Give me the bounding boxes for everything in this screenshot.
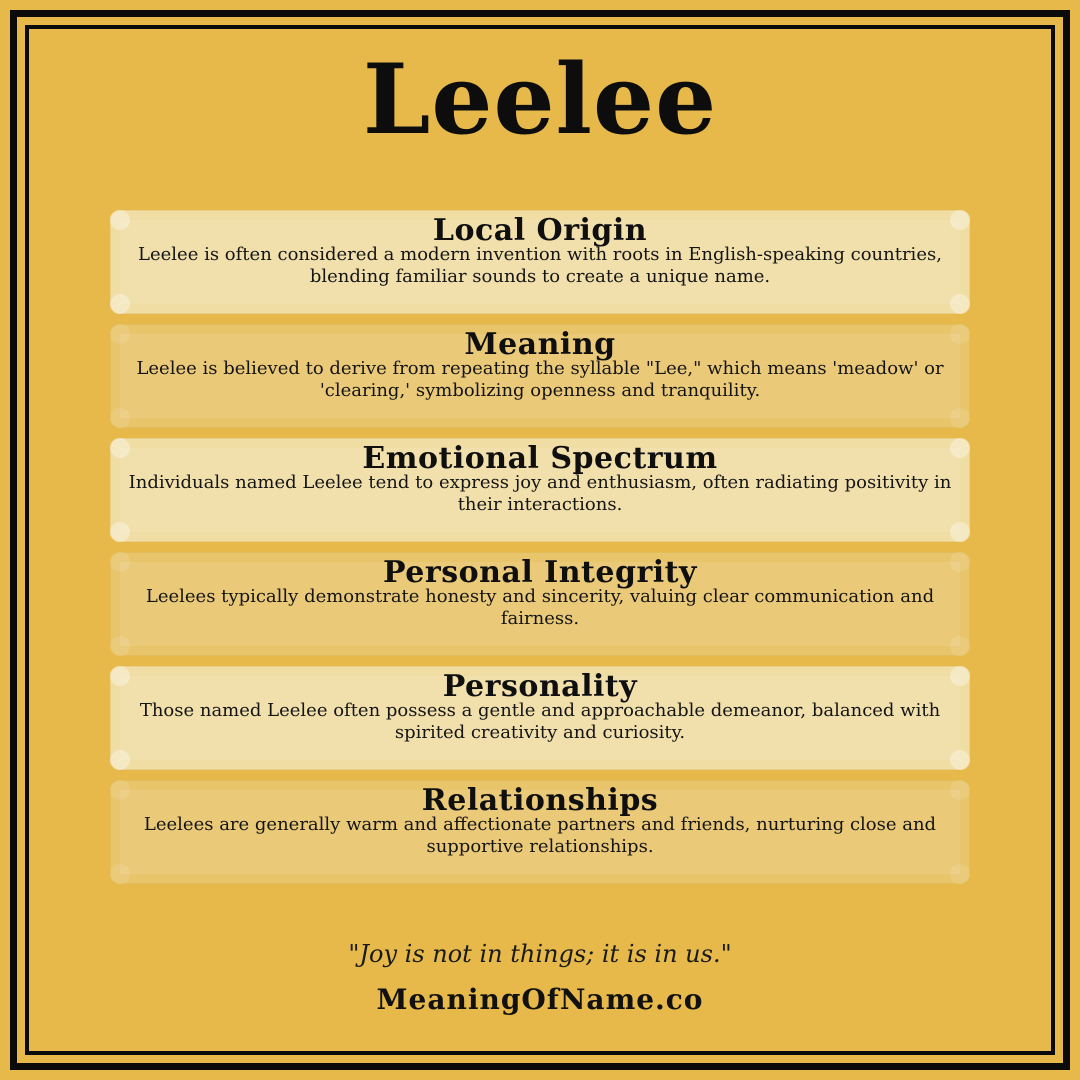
section-text: Individuals named Leelee tend to express joy and enthusiasm, often radiating positivity in their interactions. (128, 472, 952, 515)
corner-dot (110, 636, 130, 656)
corner-dot (110, 750, 130, 770)
section-text: Those named Leelee often possess a gentle and approachable demeanor, balanced with spirited creativity and curiosity. (139, 700, 941, 743)
corner-dot (950, 522, 970, 542)
corner-dot (950, 750, 970, 770)
corner-dot (950, 294, 970, 314)
corner-dot (110, 864, 130, 884)
section-heading: Relationships (421, 783, 659, 818)
section-card-relationships (110, 780, 970, 884)
section-card-meaning (110, 324, 970, 428)
section-heading: Emotional Spectrum (362, 441, 718, 476)
section-card-emotional-spectrum (110, 438, 970, 542)
site-name: MeaningOfName.co (376, 983, 704, 1016)
corner-dot (950, 408, 970, 428)
corner-dot (950, 864, 970, 884)
corner-dot (950, 636, 970, 656)
quote: "Joy is not in things; it is in us." (348, 940, 732, 968)
section-heading: Personal Integrity (383, 555, 697, 590)
section-card-personality (110, 666, 970, 770)
section-heading: Meaning (464, 327, 616, 362)
corner-dot (110, 408, 130, 428)
section-text: Leelees are generally warm and affectionate partners and friends, nurturing close and supportive relationships. (143, 814, 937, 857)
corner-dot (110, 522, 130, 542)
name-title: Leelee (362, 43, 718, 156)
section-heading: Local Origin (432, 213, 648, 248)
section-text: Leelee is often considered a modern invention with roots in English-speaking countries, blending familiar sounds to create a unique name. (138, 244, 942, 287)
section-card-personal-integrity (110, 552, 970, 656)
section-heading: Personality (442, 669, 638, 704)
section-card-local-origin (110, 210, 970, 314)
section-text: Leelees typically demonstrate honesty and sincerity, valuing clear communication and fairness. (145, 586, 935, 629)
corner-dot (110, 294, 130, 314)
section-text: Leelee is believed to derive from repeating the syllable "Lee," which means 'meadow' or 'clearing,' symbolizing openness and tranquility. (136, 358, 944, 401)
